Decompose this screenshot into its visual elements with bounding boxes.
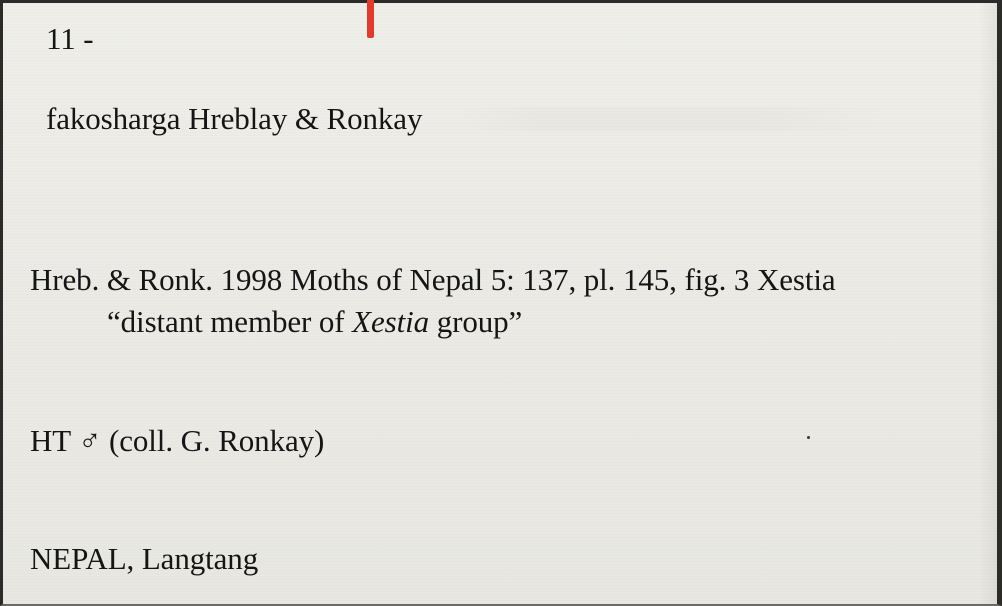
locality: NEPAL, Langtang	[30, 541, 259, 576]
bibliographic-reference: Hreb. & Ronk. 1998 Moths of Nepal 5: 137, pl. 145, fig. 3 Xestia	[30, 262, 836, 297]
note-genus: Xestia	[352, 304, 430, 339]
speck-mark	[807, 436, 810, 439]
card-number: 11 -	[46, 21, 94, 56]
taxonomic-note	[107, 304, 522, 340]
red-tab-marker	[367, 0, 374, 38]
note-text-close: group”	[429, 304, 523, 339]
note-text-open: “distant member of	[107, 304, 353, 339]
taxon-name: fakosharga Hreblay & Ronkay	[46, 101, 423, 136]
faint-show-through	[453, 107, 893, 131]
type-specimen: HT ♂ (coll. G. Ronkay)	[30, 423, 325, 458]
card-edge-shadow	[979, 3, 997, 604]
